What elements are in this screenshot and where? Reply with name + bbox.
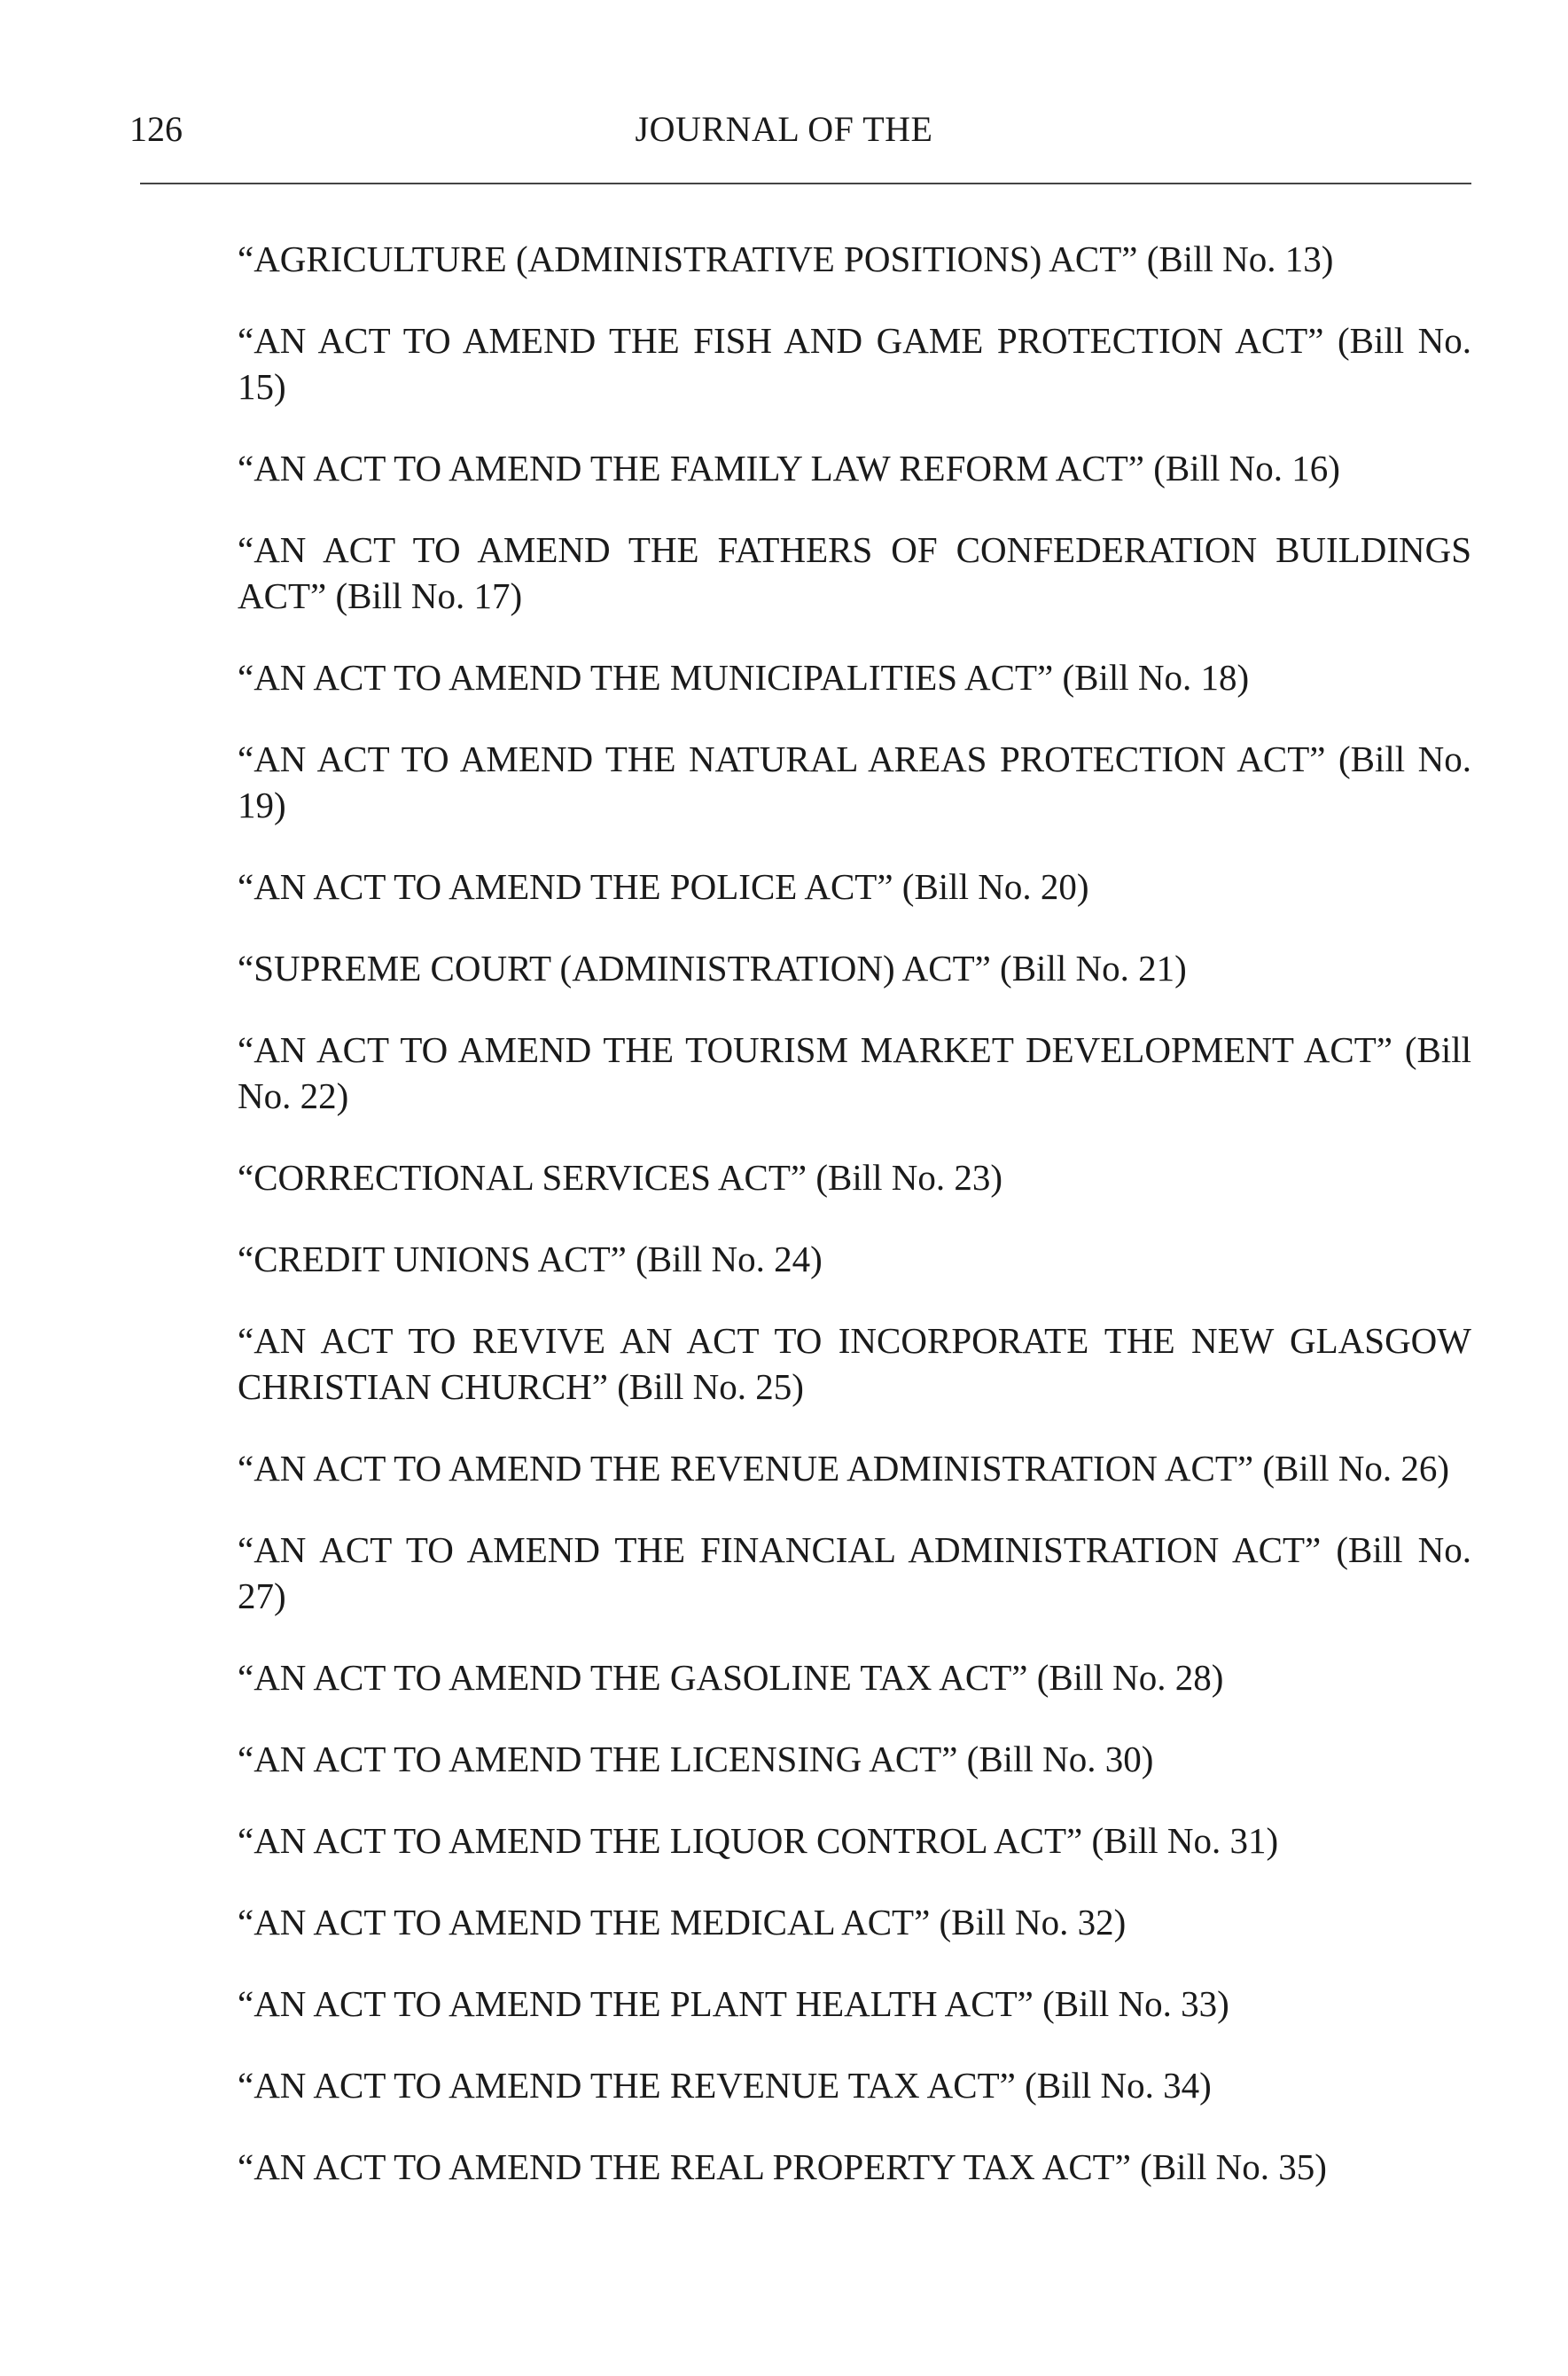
bill-entry: “AGRICULTURE (ADMINISTRATIVE POSITIONS) ACT” (Bill No. 13) [238,238,1334,279]
bill-entry: “AN ACT TO AMEND THE PLANT HEALTH ACT” (Bill No. 33) [238,1983,1229,2024]
bill-entry: “AN ACT TO AMEND THE FAMILY LAW REFORM ACT” (Bill No. 16) [238,448,1340,488]
bill-entry: “AN ACT TO AMEND THE POLICE ACT” (Bill No. 20) [238,866,1089,907]
bill-entry: “AN ACT TO AMEND THE MUNICIPALITIES ACT” (Bill No. 18) [238,657,1250,698]
bill-entry: “AN ACT TO AMEND THE REAL PROPERTY TAX ACT” (Bill No. 35) [238,2146,1327,2187]
page-number: 126 [129,109,183,149]
bill-entry: “AN ACT TO AMEND THE REVENUE TAX ACT” (Bill No. 34) [238,2065,1212,2106]
bill-entry: “AN ACT TO AMEND THE FATHERS OF CONFEDERATION BUILDINGS ACT” (Bill No. 17) [238,529,1471,616]
bill-entry: “AN ACT TO AMEND THE NATURAL AREAS PROTECTION ACT” (Bill No. 19) [238,739,1471,825]
bill-entry: “CREDIT UNIONS ACT” (Bill No. 24) [238,1239,823,1279]
bill-entry: “AN ACT TO AMEND THE MEDICAL ACT” (Bill No. 32) [238,1902,1127,1942]
bill-entry: “AN ACT TO AMEND THE FINANCIAL ADMINISTRATION ACT” (Bill No. 27) [238,1529,1471,1616]
bill-entry: “AN ACT TO AMEND THE LICENSING ACT” (Bill No. 30) [238,1739,1154,1779]
bill-list [238,236,1471,2225]
bill-entry: “AN ACT TO AMEND THE REVENUE ADMINISTRATION ACT” (Bill No. 26) [238,1448,1450,1489]
bill-entry: “AN ACT TO AMEND THE TOURISM MARKET DEVELOPMENT ACT” (Bill No. 22) [238,1029,1471,1116]
bill-entry: “AN ACT TO AMEND THE GASOLINE TAX ACT” (Bill No. 28) [238,1657,1224,1698]
bill-entry: “SUPREME COURT (ADMINISTRATION) ACT” (Bill No. 21) [238,948,1187,989]
bill-entry: “AN ACT TO AMEND THE FISH AND GAME PROTECTION ACT” (Bill No. 15) [238,320,1471,407]
bill-entry: “CORRECTIONAL SERVICES ACT” (Bill No. 23) [238,1157,1003,1198]
bill-entry: “AN ACT TO REVIVE AN ACT TO INCORPORATE THE NEW GLASGOW CHRISTIAN CHURCH” (Bill No. 25) [238,1320,1471,1407]
bill-entry: “AN ACT TO AMEND THE LIQUOR CONTROL ACT” (Bill No. 31) [238,1820,1279,1861]
header-rule [140,183,1471,184]
running-head: JOURNAL OF THE [635,109,933,149]
